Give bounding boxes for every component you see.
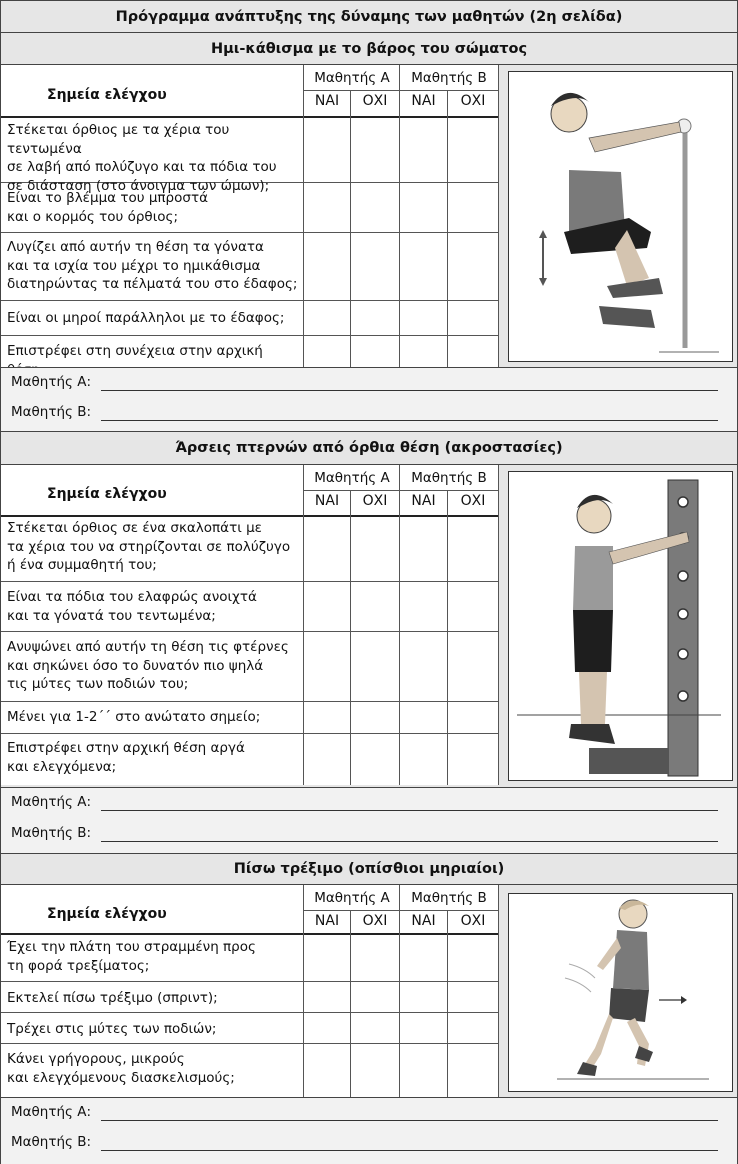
no-header-b: ΟΧΙ (460, 913, 486, 929)
exercise-section-backward-running (1, 885, 737, 1097)
exercise-title-backward-running: Πίσω τρέξιμο (οπίσθιοι μηριαίοι) (1, 853, 737, 885)
student-b-header: Μαθητής Β (411, 70, 487, 86)
no-header-b: ΟΧΙ (460, 93, 486, 109)
student-a-label: Μαθητής Α: (11, 374, 92, 390)
checkpoints-header: Σημεία ελέγχου (47, 906, 167, 922)
student-b-label: Μαθητής Β: (11, 404, 92, 420)
criterion-row: Λυγίζει από αυτήν τη θέση τα γόνατα και τα ισχία του μέχρι το ημικάθισμα διατηρώντας τα πέλματά του στο έδαφος; (7, 239, 298, 292)
student-b-name-field[interactable] (101, 420, 718, 421)
checkpoints-header: Σημεία ελέγχου (47, 87, 167, 103)
no-header-a: ΟΧΙ (362, 493, 388, 509)
page-title: Πρόγραμμα ανάπτυξης της δύναμης των μαθητών (2η σελίδα) (1, 1, 737, 33)
student-a-header: Μαθητής Α (314, 890, 390, 906)
criterion-row: Κάνει γρήγορους, μικρούς και ελεγχόμενους διασκελισμούς; (7, 1051, 235, 1086)
yes-header-b: ΝΑΙ (411, 93, 436, 109)
no-header-a: ΟΧΙ (362, 913, 388, 929)
student-b-header: Μαθητής Β (411, 470, 487, 486)
criterion-row: Είναι το βλέμμα του μπροστά και ο κορμός του όρθιος; (7, 190, 208, 225)
student-names-calf-raises (1, 787, 737, 854)
student-names-squat (1, 367, 737, 432)
no-header-a: ΟΧΙ (362, 93, 388, 109)
criterion-row: Επιστρέφει στη συνέχεια στην αρχική (7, 343, 263, 359)
yes-header-a: ΝΑΙ (314, 493, 340, 509)
criterion-row: Ανυψώνει από αυτήν τη θέση τις φτέρνες και σηκώνει όσο το δυνατόν πιο ψηλά τις μύτες των ποδιών του; (7, 639, 289, 692)
checklist-table (1, 65, 499, 367)
student-a-name-field[interactable] (101, 390, 718, 391)
student-a-label: Μαθητής Α: (11, 794, 92, 810)
student-names-backward-running (1, 1097, 737, 1164)
no-header-b: ΟΧΙ (460, 493, 486, 509)
yes-header-b: ΝΑΙ (411, 493, 436, 509)
student-b-name-field[interactable] (101, 841, 718, 842)
yes-header-b: ΝΑΙ (411, 913, 436, 929)
criterion-row: Μένει για 1-2΄΄ στο ανώτατο σημείο; (7, 709, 261, 725)
student-a-name-field[interactable] (101, 1120, 718, 1121)
exercise-title-squat: Ημι-κάθισμα με το βάρος του σώματος (1, 33, 737, 65)
criterion-row: Είναι τα πόδια του ελαφρώς ανοιχτά και τα γόνατά του τεντωμένα; (7, 589, 257, 624)
criterion-row: Στέκεται όρθιος σε ένα σκαλοπάτι με τα χέρια του να στηρίζονται σε πολύζυγο ή ένα συμμαθητή του; (7, 520, 291, 573)
checklist-table (1, 885, 499, 1097)
exercise-section-calf-raises (1, 465, 737, 787)
criterion-row: Έχει την πλάτη του στραμμένη προς τη φορά τρεξίματος; (7, 939, 256, 974)
illustration-backward-running (508, 893, 733, 1092)
student-b-name-field[interactable] (101, 1150, 718, 1151)
student-b-label: Μαθητής Β: (11, 1134, 92, 1150)
criterion-row: Στέκεται όρθιος με τα χέρια του τεντωμένα σε λαβή από πολύζυγο και τα πόδια του σε διάσταση (στο άνοιγμα των ώμων); (7, 122, 277, 194)
exercise-title-calf-raises: Άρσεις πτερνών από όρθια θέση (ακροστασίες) (1, 431, 737, 465)
student-b-header: Μαθητής Β (411, 890, 487, 906)
illustration-calf-raises (508, 471, 733, 781)
criterion-row: Τρέχει στις μύτες των ποδιών; (7, 1021, 217, 1037)
criterion-row: Επιστρέφει στην αρχική θέση αργά και ελεγχόμενα; (7, 740, 245, 775)
exercise-section-squat (1, 65, 737, 367)
yes-header-a: ΝΑΙ (314, 93, 340, 109)
checklist-table (1, 465, 499, 785)
yes-header-a: ΝΑΙ (314, 913, 340, 929)
checkpoints-header: Σημεία ελέγχου (47, 486, 167, 502)
student-a-name-field[interactable] (101, 810, 718, 811)
illustration-squat (508, 71, 733, 362)
student-a-header: Μαθητής Α (314, 470, 390, 486)
student-b-label: Μαθητής Β: (11, 825, 92, 841)
student-a-header: Μαθητής Α (314, 70, 390, 86)
student-a-label: Μαθητής Α: (11, 1104, 92, 1120)
criterion-row: Είναι οι μηροί παράλληλοι με το έδαφος; (7, 310, 285, 326)
criterion-row: Εκτελεί πίσω τρέξιμο (σπριντ); (7, 990, 218, 1006)
